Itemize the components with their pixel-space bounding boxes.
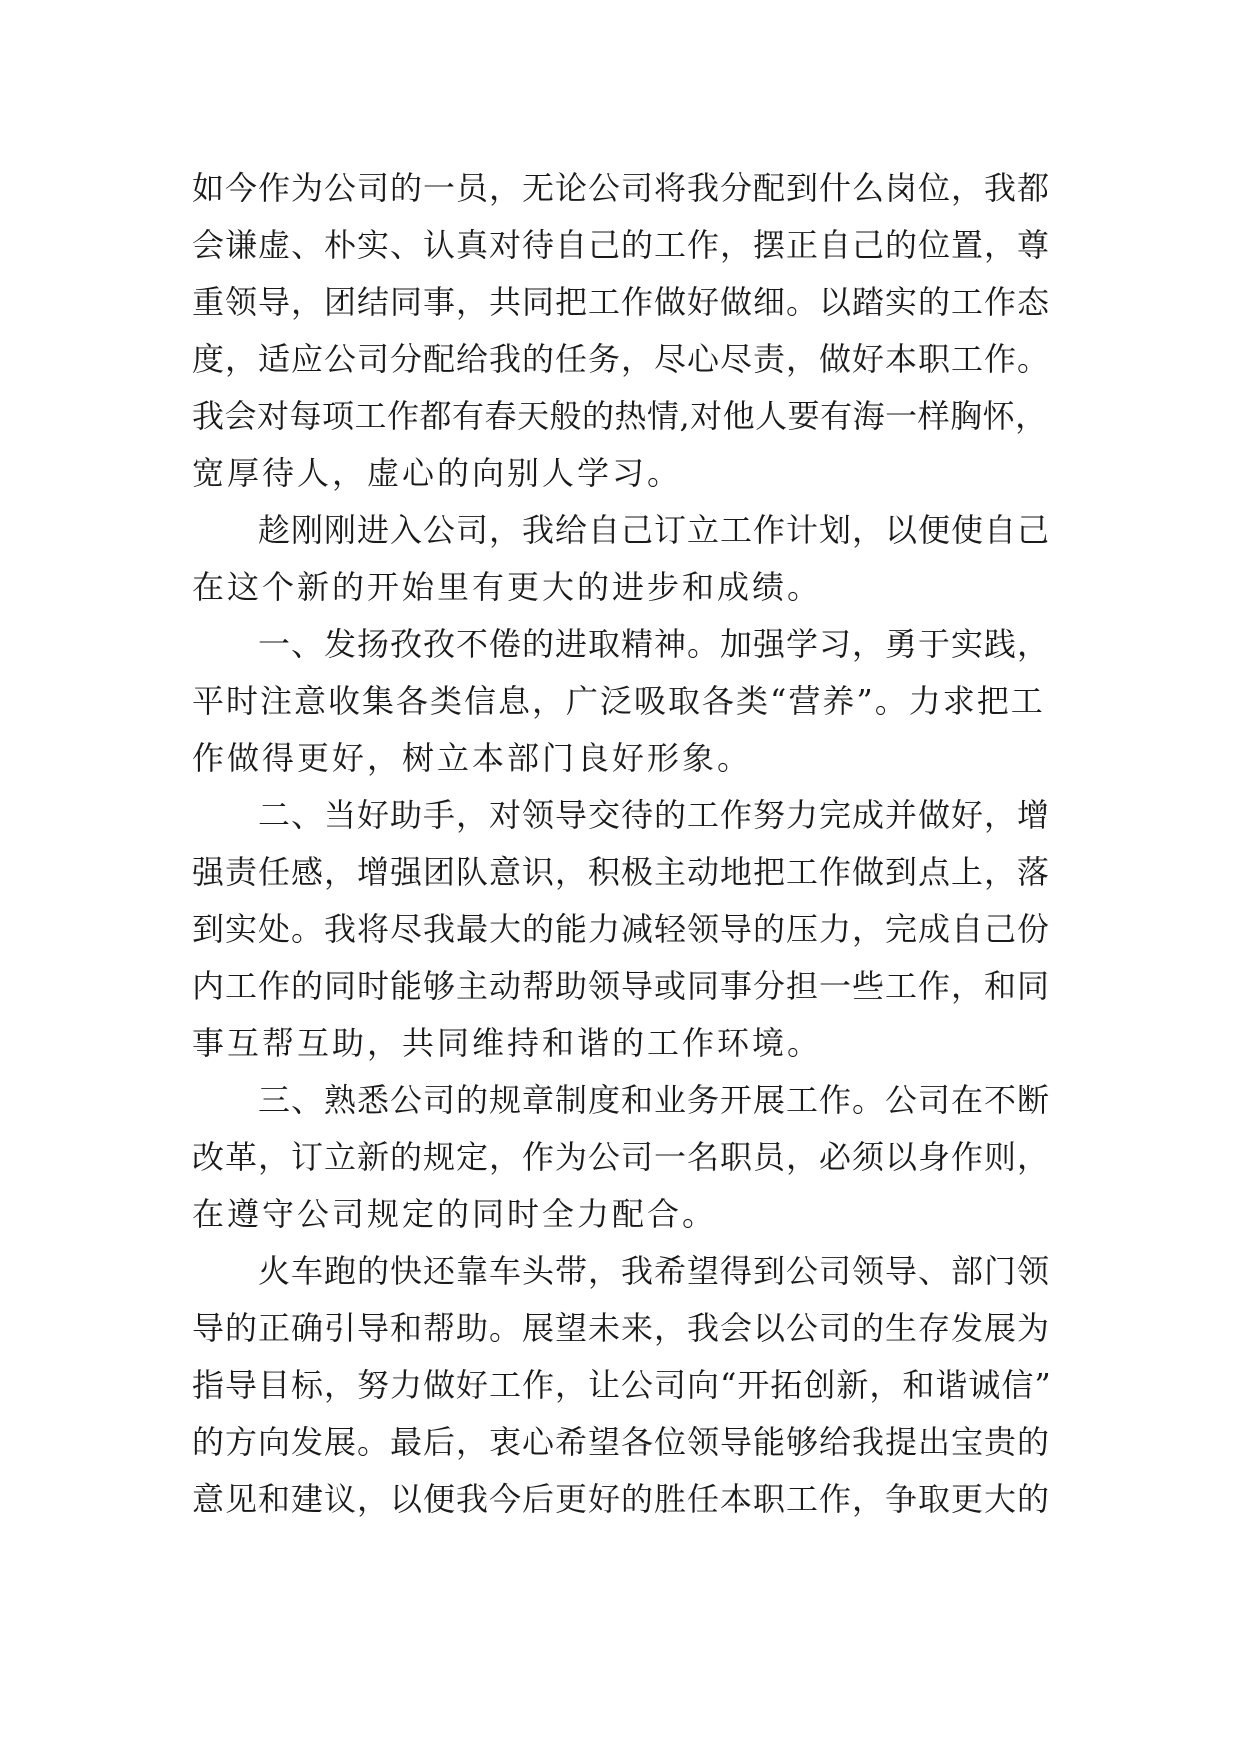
paragraph-item-three: [192, 1072, 1052, 1243]
text-line: 重领导，团结同事，共同把工作做好做细。以踏实的工作态: [192, 283, 1051, 321]
text-line: 事互帮互助，共同维持和谐的工作环境。: [192, 1024, 823, 1062]
text-line: 我会对每项工作都有春天般的热情,对他人要有海一样胸怀，: [192, 397, 1048, 435]
text-line: 意见和建议，以便我今后更好的胜任本职工作，争取更大的: [192, 1480, 1051, 1518]
text-line: 三、熟悉公司的规章制度和业务开展工作。公司在不断: [258, 1081, 1051, 1119]
text-line: 强责任感，增强团队意识，积极主动地把工作做到点上，落: [192, 853, 1051, 891]
text-line: 到实处。我将尽我最大的能力减轻领导的压力，完成自己份: [192, 910, 1051, 948]
text-line: 在遵守公司规定的同时全力配合。: [192, 1195, 718, 1233]
paragraph-closing: [192, 1243, 1052, 1528]
text-line: 度，适应公司分配给我的任务，尽心尽责，做好本职工作。: [192, 340, 1051, 378]
text-line: 趁刚刚进入公司，我给自己订立工作计划，以便使自己: [258, 511, 1051, 549]
paragraph-item-two: [192, 787, 1052, 1072]
paragraph-intro: [192, 160, 1052, 502]
text-line: 内工作的同时能够主动帮助领导或同事分担一些工作，和同: [192, 967, 1051, 1005]
text-line: 改革，订立新的规定，作为公司一名职员，必须以身作则，: [192, 1138, 1051, 1176]
text-line: 一、发扬孜孜不倦的进取精神。加强学习，勇于实践，: [258, 625, 1051, 663]
paragraph-plan-intro: [192, 502, 1052, 616]
text-line: 在这个新的开始里有更大的进步和成绩。: [192, 568, 823, 606]
text-line: 二、当好助手，对领导交待的工作努力完成并做好，增: [258, 796, 1051, 834]
text-line: 的方向发展。最后，衷心希望各位领导能够给我提出宝贵的: [192, 1423, 1051, 1461]
text-line: 指导目标，努力做好工作，让公司向“开拓创新，和谐诚信”: [192, 1366, 1052, 1404]
text-line: 火车跑的快还靠车头带，我希望得到公司领导、部门领: [258, 1252, 1051, 1290]
text-line: 宽厚待人，虚心的向别人学习。: [192, 454, 683, 492]
text-line: 平时注意收集各类信息，广泛吸取各类“营养”。力求把工: [192, 682, 1045, 720]
text-line: 如今作为公司的一员，无论公司将我分配到什么岗位，我都: [192, 169, 1051, 207]
text-line: 会谦虚、朴实、认真对待自己的工作，摆正自己的位置，尊: [192, 226, 1051, 264]
document-body: [192, 160, 1052, 1528]
paragraph-item-one: [192, 616, 1052, 787]
text-line: 作做得更好，树立本部门良好形象。: [192, 739, 753, 777]
text-line: 导的正确引导和帮助。展望未来，我会以公司的生存发展为: [192, 1309, 1051, 1347]
